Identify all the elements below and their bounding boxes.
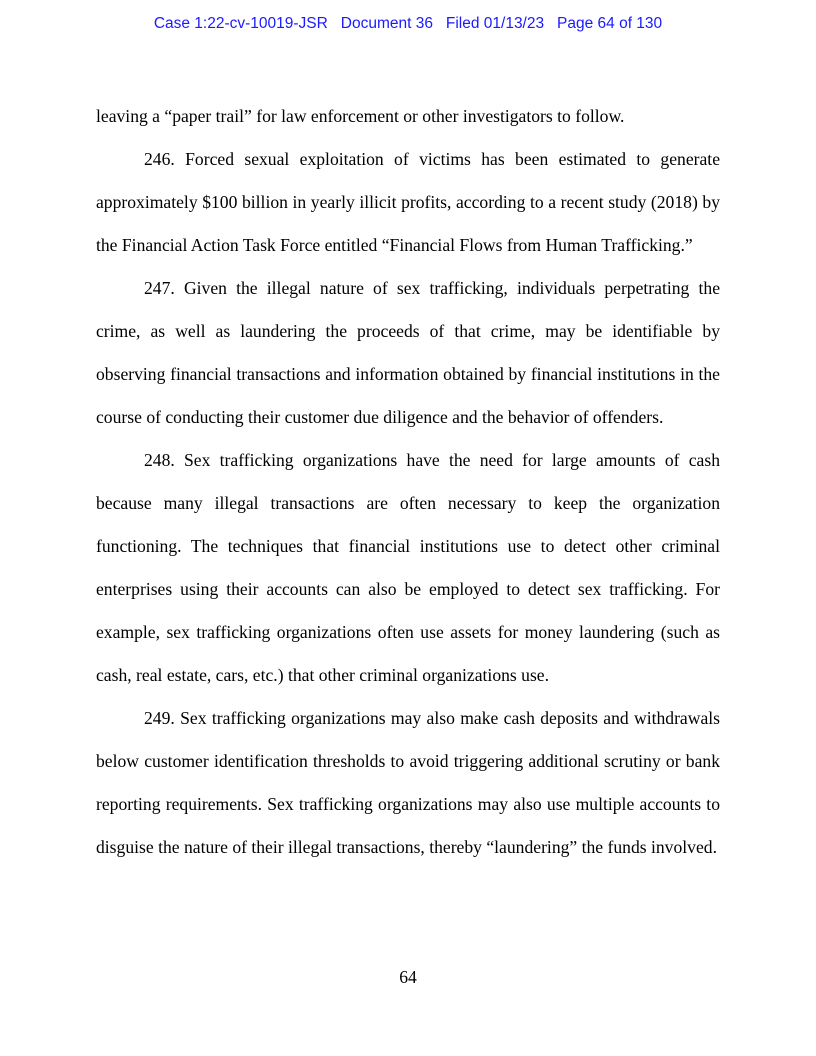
document-body [96,95,720,869]
paragraph-246: 246. Forced sexual exploitation of victims has been estimated to generate approximately $100 billion in yearly illicit profits, according to a recent study (2018) by the Financial Action Task Force entitled “Financial Flows from Human Trafficking.” [96,149,720,255]
paragraph-247: 247. Given the illegal nature of sex trafficking, individuals perpetrating the crime, as well as laundering the proceeds of that crime, may be identifiable by observing financial transactions and information obtained by financial institutions in the course of conducting their customer due diligence and the behavior of offenders. [96,278,720,427]
page-number: 64 [399,967,417,987]
paragraph-249: 249. Sex trafficking organizations may also make cash deposits and withdrawals below customer identification thresholds to avoid triggering additional scrutiny or bank reporting requirements. Sex trafficking organizations may also use multiple accounts to disguise the nature of their illegal transactions, thereby “laundering” the funds involved. [96,708,720,857]
paragraph-continuation: leaving a “paper trail” for law enforcement or other investigators to follow. [96,106,625,126]
paragraph-248: 248. Sex trafficking organizations have the need for large amounts of cash because many illegal transactions are often necessary to keep the organization functioning. The techniques that financial institutions use to detect other criminal enterprises using their accounts can also be employed to detect sex trafficking. For example, sex trafficking organizations often use assets for money laundering (such as cash, real estate, cars, etc.) that other criminal organizations use. [96,450,720,685]
case-header: Case 1:22-cv-10019-JSR Document 36 Filed 01/13/23 Page 64 of 130 [153,15,663,32]
